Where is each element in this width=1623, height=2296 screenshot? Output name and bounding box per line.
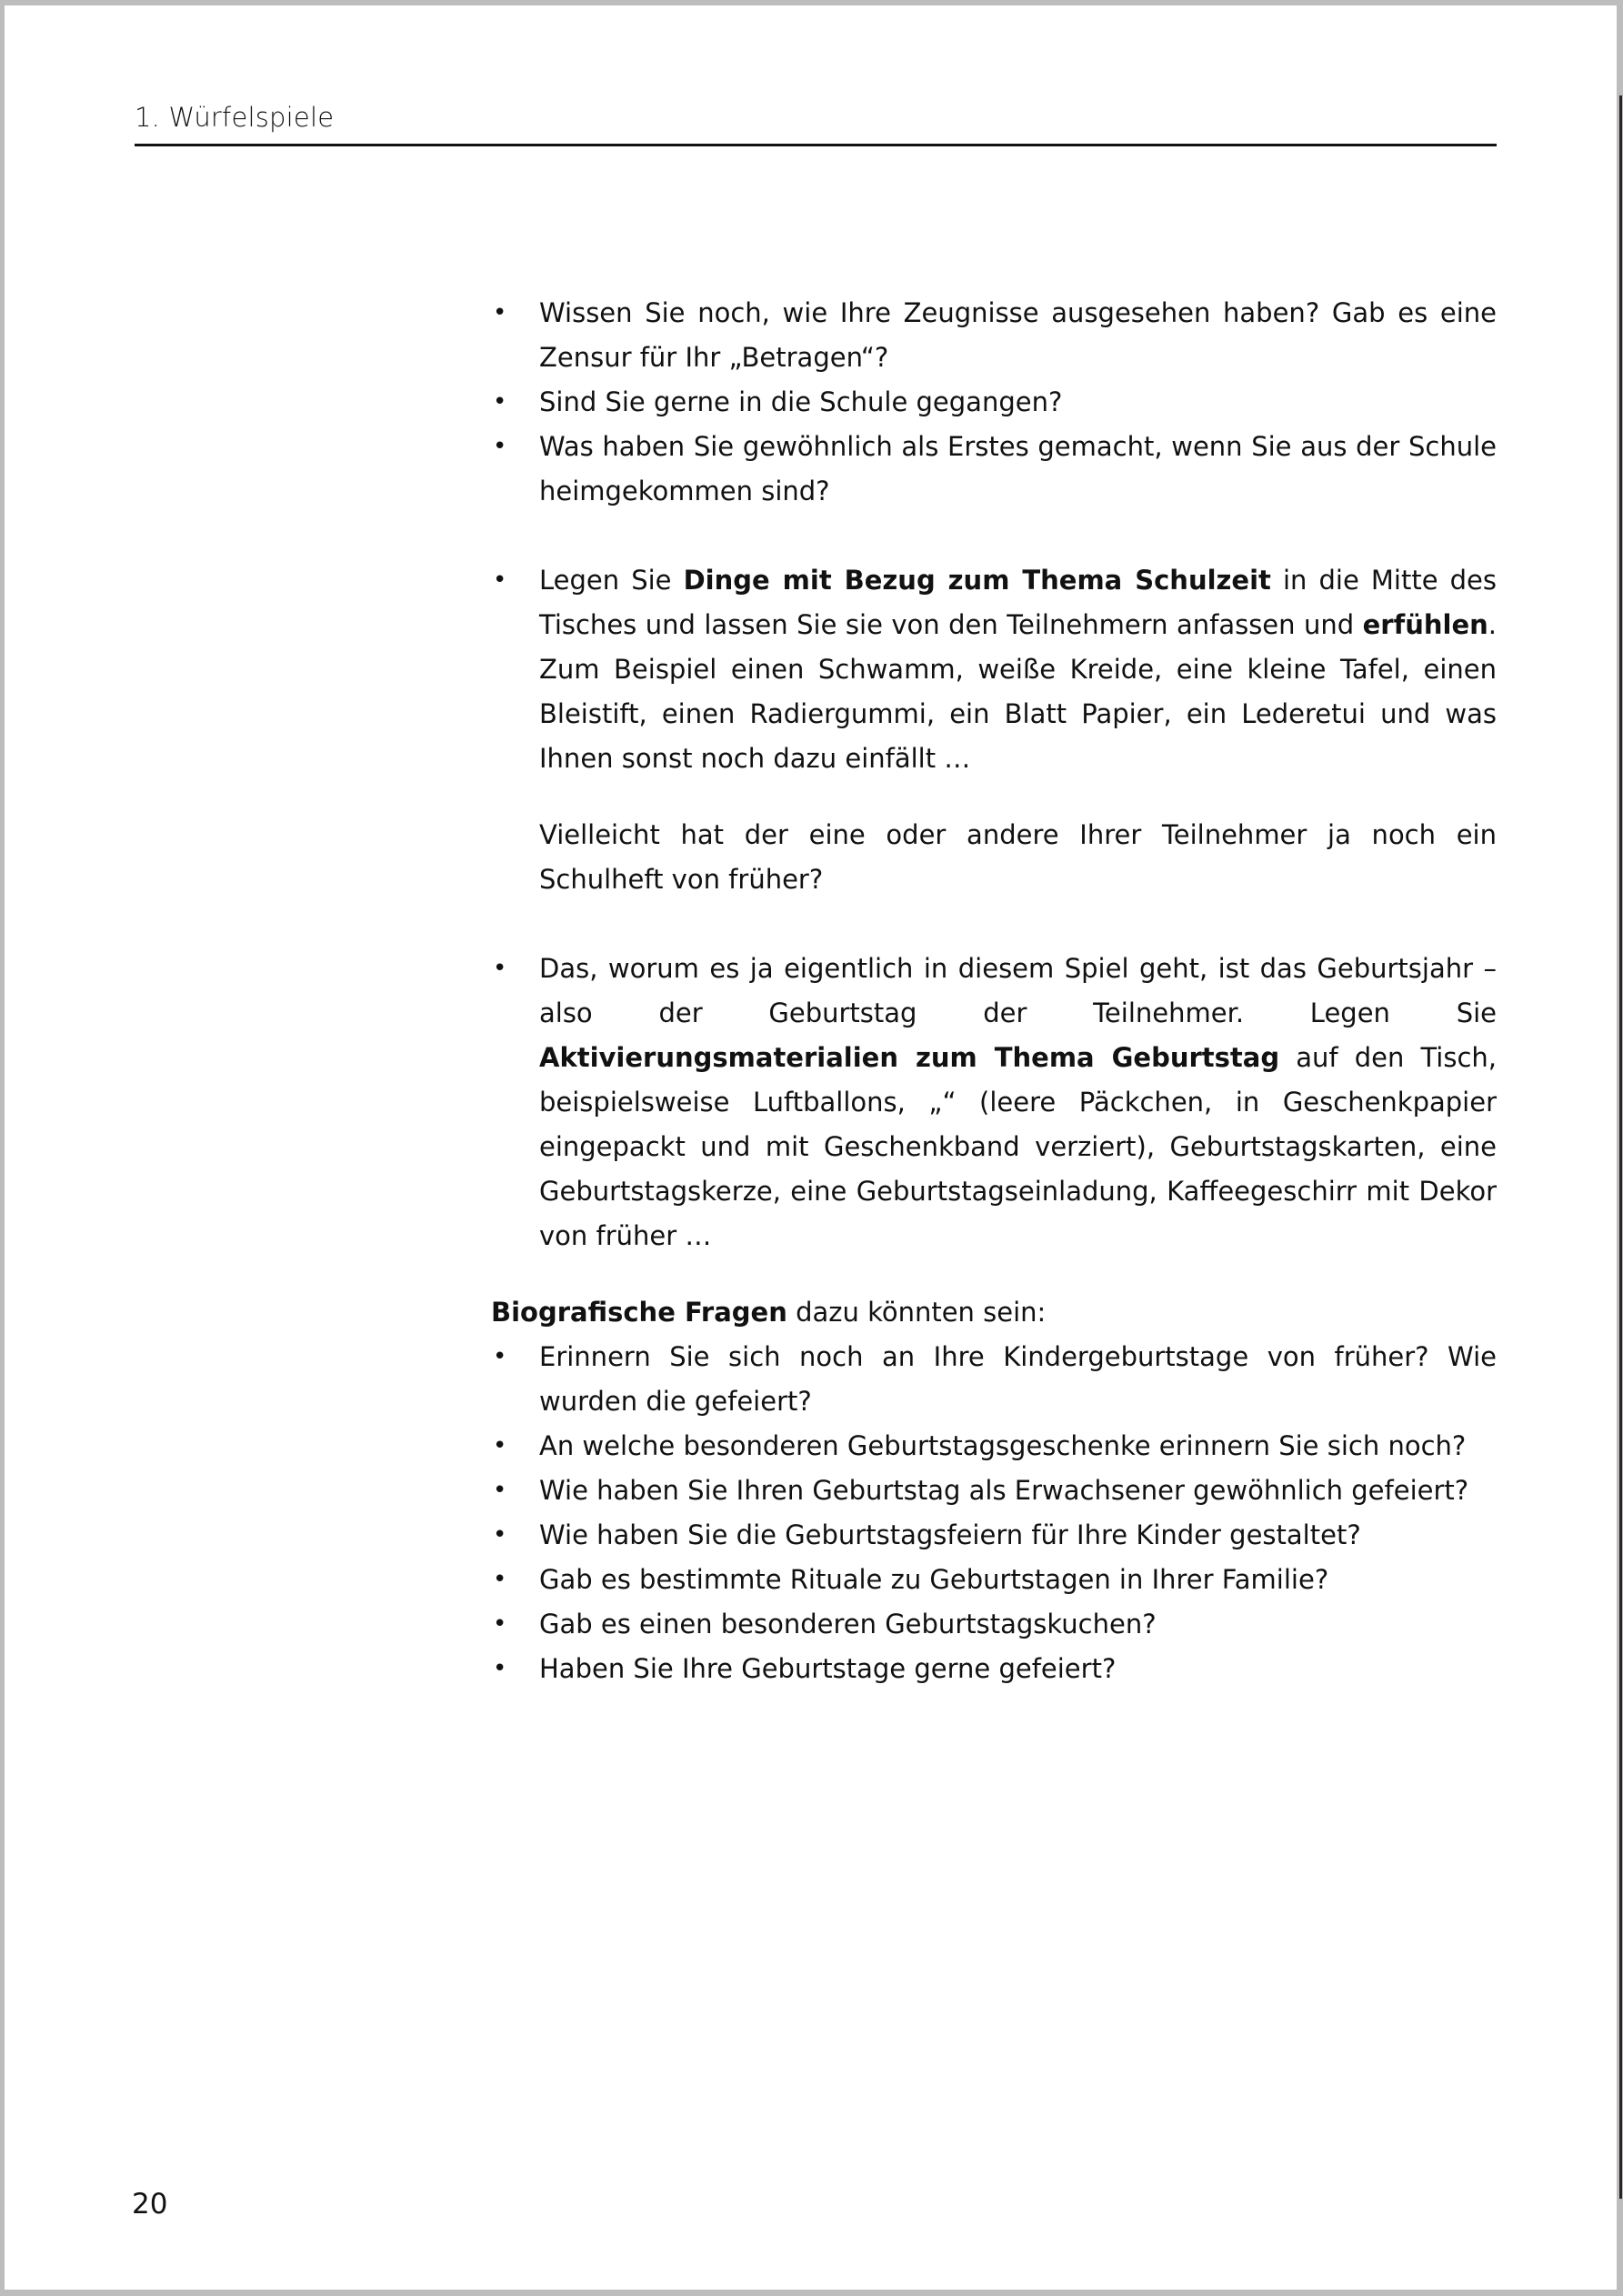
- page-number: 20: [132, 2188, 168, 2221]
- bullet-icon: •: [493, 388, 507, 416]
- list-item: [491, 947, 1497, 1258]
- bullet-icon: •: [493, 1655, 507, 1682]
- bullet-icon: •: [493, 566, 507, 594]
- birthday-questions-list: [491, 1335, 1497, 1691]
- bullet-icon: •: [493, 1477, 507, 1504]
- school-objects-list: [491, 558, 1497, 781]
- emphasis-text: Biografische Fragen: [491, 1297, 787, 1328]
- school-questions-list: [491, 291, 1497, 514]
- birthday-materials-list: [491, 947, 1497, 1258]
- list-item: [491, 1424, 1497, 1469]
- text-run: . Zum Beispiel einen Schwamm, weiße Kreide, eine kleine Tafel, einen Bleistift, einen Radiergummi, ein Blatt Papier, ein Lederetui und was Ihnen sonst noch dazu einfällt …: [539, 609, 1497, 774]
- list-item: [491, 1513, 1497, 1558]
- bullet-icon: •: [493, 1610, 507, 1638]
- text-run: Legen Sie: [539, 565, 684, 596]
- page-edge-shadow: [1619, 95, 1622, 2199]
- bullet-icon: •: [493, 1521, 507, 1549]
- list-item: [491, 1647, 1497, 1691]
- header-rule: [135, 144, 1497, 146]
- list-item-text: Wie haben Sie die Geburtstagsfeiern für Ihre Kinder gestaltet?: [539, 1519, 1361, 1550]
- emphasis-text: erfühlen: [1362, 609, 1488, 640]
- list-item-text: Erinnern Sie sich noch an Ihre Kindergeburtstage von früher? Wie wurden die gefeiert?: [539, 1341, 1497, 1417]
- list-item: [491, 1335, 1497, 1424]
- bullet-icon: •: [493, 433, 507, 460]
- text-run: auf den Tisch, beispielsweise Luftballons, „“ (leere Päckchen, in Geschenkpapier eingepackt und mit Geschenkband verziert), Geburtstagskarten, eine Geburtstagskerze, eine Geburtstagseinladung, Kaffeegeschirr mit Dekor von früher …: [539, 1042, 1497, 1251]
- list-item-text: Wie haben Sie Ihren Geburtstag als Erwachsener gewöhnlich gefeiert?: [539, 1475, 1469, 1506]
- list-item-text: Gab es bestimmte Rituale zu Geburtstagen in Ihrer Familie?: [539, 1564, 1329, 1595]
- bullet-icon: •: [493, 1566, 507, 1593]
- list-item-text: Sind Sie gerne in die Schule gegangen?: [539, 386, 1063, 417]
- emphasis-text: Aktivierungsmaterialien zum Thema Geburtstag: [539, 1042, 1280, 1073]
- bullet-icon: •: [493, 1432, 507, 1459]
- text-run: dazu könnten sein:: [786, 1297, 1047, 1328]
- text-run: in die Mitte des Tisches und lassen Sie sie von den Teilnehmern anfassen und: [539, 565, 1497, 640]
- list-item: [491, 1469, 1497, 1513]
- list-item-text: Wissen Sie noch, wie Ihre Zeugnisse ausgesehen haben? Gab es eine Zensur für Ihr „Betragen“?: [539, 297, 1497, 373]
- page-content: [491, 291, 1497, 1691]
- list-item-text: Gab es einen besonderen Geburtstagskuchen?: [539, 1609, 1157, 1639]
- list-item-text: Was haben Sie gewöhnlich als Erstes gemacht, wenn Sie aus der Schule heimgekommen sind?: [539, 431, 1497, 506]
- running-head-title: 1. Würfelspiele: [135, 102, 335, 133]
- list-item-text: Haben Sie Ihre Geburtstage gerne gefeiert?: [539, 1653, 1117, 1684]
- list-item: [491, 425, 1497, 514]
- list-item: [491, 1602, 1497, 1647]
- bullet-icon: •: [493, 299, 507, 326]
- list-item-text: An welche besonderen Geburtstagsgeschenke erinnern Sie sich noch?: [539, 1430, 1467, 1461]
- list-item: [491, 558, 1497, 781]
- followup-paragraph: Vielleicht hat der eine oder andere Ihrer Teilnehmer ja noch ein Schulheft von früher?: [539, 819, 1497, 895]
- document-page: [5, 5, 1617, 2290]
- list-item: [491, 1558, 1497, 1602]
- text-run: Das, worum es ja eigentlich in diesem Spiel geht, ist das Geburtsjahr – also der Geburtstag der Teilnehmer. Legen Sie: [539, 953, 1497, 1028]
- questions-intro: [491, 1290, 1497, 1335]
- emphasis-text: Dinge mit Bezug zum Thema Schulzeit: [683, 565, 1271, 596]
- bullet-icon: •: [493, 1343, 507, 1370]
- bullet-icon: •: [493, 955, 507, 982]
- list-item: [491, 291, 1497, 380]
- list-item: [491, 380, 1497, 425]
